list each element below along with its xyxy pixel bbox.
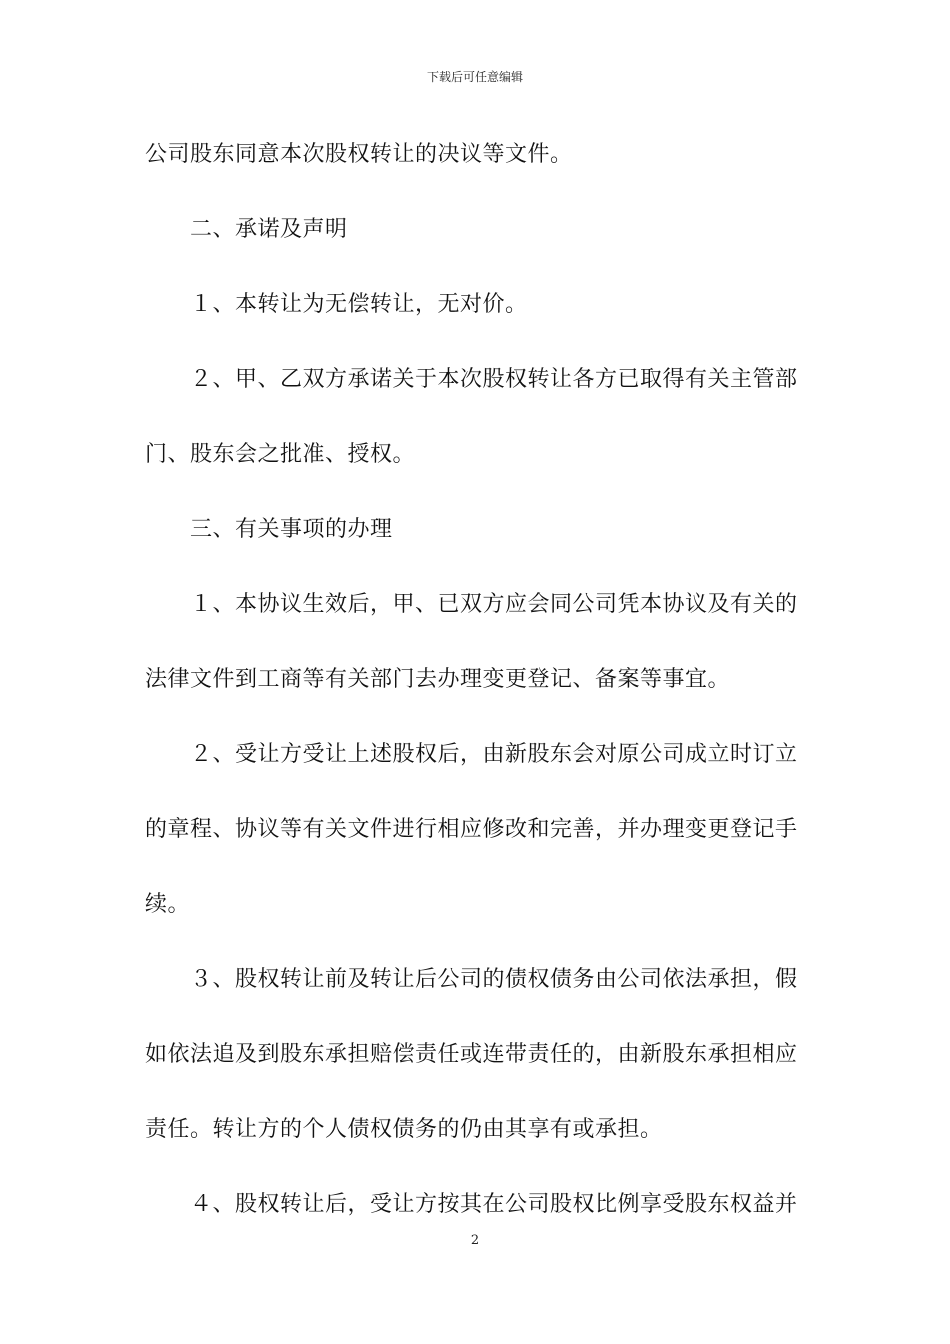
- paragraph-line: ２、甲、乙双方承诺关于本次股权转让各方已取得有关主管部: [190, 367, 798, 392]
- paragraph-line: 的章程、协议等有关文件进行相应修改和完善，并办理变更登记手: [145, 817, 798, 842]
- paragraph-line: ３、股权转让前及转让后公司的债权债务由公司依法承担，假: [190, 967, 798, 992]
- paragraph-line: 公司股东同意本次股权转让的决议等文件。: [145, 142, 573, 167]
- section-heading: 三、有关事项的办理: [190, 517, 393, 542]
- paragraph-line: ２、受让方受让上述股权后，由新股东会对原公司成立时订立: [190, 742, 798, 767]
- paragraph-line: １、本协议生效后，甲、已双方应会同公司凭本协议及有关的: [190, 592, 798, 617]
- paragraph-line: 如依法追及到股东承担赔偿责任或连带责任的，由新股东承担相应: [145, 1042, 798, 1067]
- section-heading: 二、承诺及声明: [190, 217, 348, 242]
- paragraph-line: 法律文件到工商等有关部门去办理变更登记、备案等事宜。: [145, 667, 731, 692]
- paragraph-line: 责任。转让方的个人债权债务的仍由其享有或承担。: [145, 1117, 663, 1142]
- paragraph-line: ４、股权转让后，受让方按其在公司股权比例享受股东权益并: [190, 1192, 798, 1217]
- page-header: 下载后可任意编辑: [426, 70, 523, 84]
- paragraph-line: 续。: [145, 892, 191, 917]
- page-number: 2: [470, 1233, 480, 1248]
- paragraph-line: 门、股东会之批准、授权。: [145, 442, 416, 467]
- paragraph-line: １、本转让为无偿转让，无对价。: [190, 292, 528, 317]
